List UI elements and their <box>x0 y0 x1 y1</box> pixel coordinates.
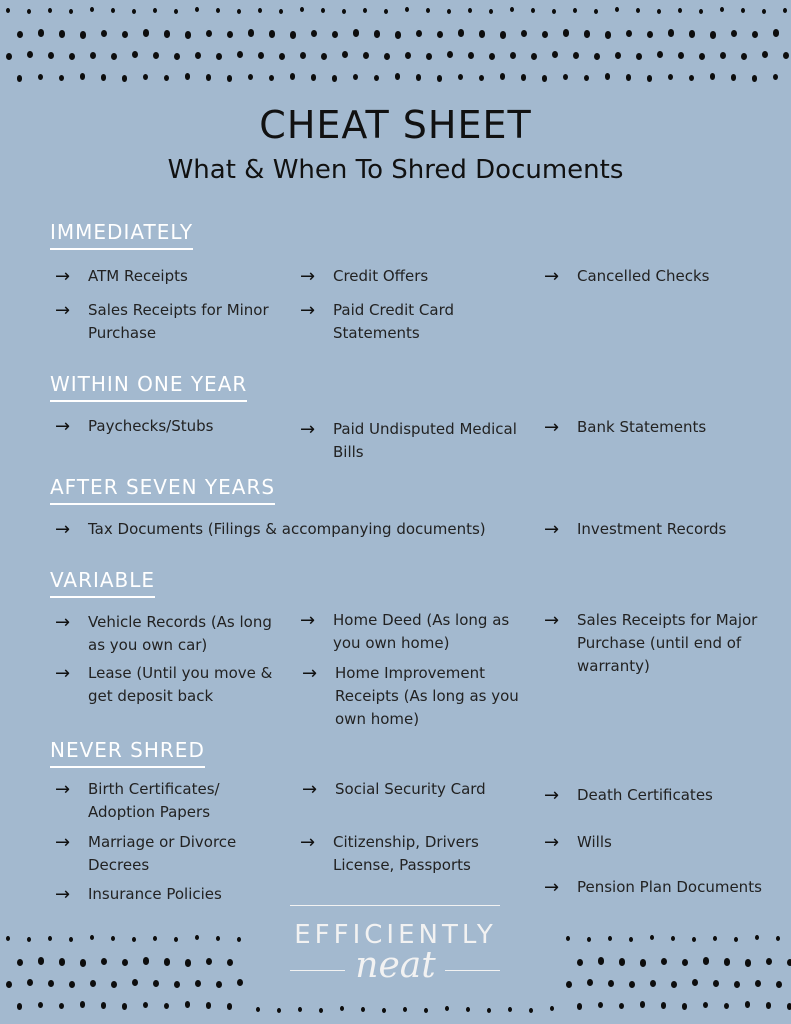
decor-dot <box>458 74 464 81</box>
decor-dot <box>657 9 661 14</box>
decor-dot <box>361 1007 365 1012</box>
item-birth-certificates: → Birth Certificates/ Adoption Papers <box>55 779 220 821</box>
arrow-icon: → <box>55 612 71 633</box>
decor-dot <box>762 9 766 14</box>
decor-dot <box>426 53 432 60</box>
decor-dot <box>437 31 444 39</box>
decor-dot <box>6 53 12 60</box>
decor-dot <box>710 31 717 39</box>
item-home-improvement: → Home Improvement Receipts (As long as you own home) <box>302 663 519 728</box>
arrow-icon: → <box>55 519 71 540</box>
decor-dot <box>195 7 199 12</box>
decor-dot <box>300 52 306 59</box>
arrow-icon: → <box>300 266 316 287</box>
decor-dot <box>332 75 338 82</box>
arrow-icon: → <box>55 416 71 437</box>
page-title: CHEAT SHEET <box>259 103 532 147</box>
decor-dot <box>143 29 150 37</box>
decor-dot <box>101 30 108 38</box>
decor-dot <box>466 1007 470 1012</box>
decor-dot <box>374 30 381 38</box>
heading-within-one-year: WITHIN ONE YEAR <box>50 372 247 402</box>
decor-dot <box>752 75 758 82</box>
decor-dot <box>153 52 159 59</box>
decor-dot <box>699 53 705 60</box>
arrow-icon: → <box>544 519 560 540</box>
decor-dot <box>542 31 549 39</box>
decor-dot <box>552 9 556 14</box>
decor-dot <box>17 1003 23 1010</box>
decor-dot <box>773 74 779 81</box>
decor-dot <box>403 1007 407 1012</box>
decor-dot <box>699 9 703 14</box>
decor-dot <box>563 29 570 37</box>
decor-dot <box>48 52 54 59</box>
decor-dot <box>227 1003 233 1010</box>
decor-dot <box>195 52 201 59</box>
decor-dot <box>703 1002 709 1009</box>
decor-dot <box>783 8 787 13</box>
decor-dot <box>426 8 430 13</box>
arrow-icon: → <box>544 877 560 898</box>
decor-dot <box>636 8 640 13</box>
decor-dot <box>206 74 212 81</box>
decor-dot <box>594 9 598 14</box>
heading-immediately: IMMEDIATELY <box>50 220 193 250</box>
arrow-icon: → <box>55 779 71 800</box>
arrow-icon: → <box>544 417 560 438</box>
decor-dot <box>605 73 611 80</box>
item-paid-credit-card: → Paid Credit Card Statements <box>300 300 454 342</box>
item-investment-records: → Investment Records <box>544 519 727 540</box>
decor-dot <box>237 9 241 14</box>
decor-dot <box>90 7 94 12</box>
decor-dot <box>552 51 558 58</box>
decor-dot <box>363 52 369 59</box>
decor-dot <box>573 8 577 13</box>
decor-dot <box>731 74 737 81</box>
decor-dot <box>647 31 654 39</box>
arrow-icon: → <box>302 779 318 800</box>
decor-dot <box>269 75 275 82</box>
decor-dot <box>258 8 262 13</box>
decor-dot <box>374 75 380 82</box>
item-sales-receipts-minor: → Sales Receipts for Minor Purchase <box>55 300 269 342</box>
decor-dot <box>773 29 780 37</box>
decor-dot <box>321 53 327 60</box>
decor-dot <box>395 31 402 39</box>
decor-dot <box>38 1002 44 1009</box>
decor-dot <box>277 1008 281 1013</box>
decor-dot <box>206 1002 212 1009</box>
decor-dot <box>132 9 136 14</box>
decor-dot <box>164 30 171 38</box>
decor-dot <box>384 9 388 14</box>
decor-dot <box>279 53 285 60</box>
item-home-deed: → Home Deed (As long as you own home) <box>300 610 510 652</box>
decor-dot <box>101 1002 107 1009</box>
decor-dot <box>111 53 117 60</box>
arrow-icon: → <box>302 663 318 684</box>
decor-dot <box>48 8 52 13</box>
arrow-icon: → <box>544 610 560 631</box>
decor-dot <box>678 8 682 13</box>
item-death-certificates: → Death Certificates <box>544 785 713 806</box>
arrow-icon: → <box>544 266 560 287</box>
arrow-icon: → <box>300 300 316 321</box>
arrow-icon: → <box>300 419 316 440</box>
decor-dot <box>382 1008 386 1013</box>
decor-dot <box>122 75 128 82</box>
decor-dot <box>185 1001 191 1008</box>
decor-dot <box>510 52 516 59</box>
item-insurance-policies: → Insurance Policies <box>55 884 222 905</box>
decor-dot <box>445 1006 449 1011</box>
decor-dot <box>290 73 296 80</box>
decor-dot <box>500 73 506 80</box>
decor-dot <box>185 73 191 80</box>
item-marriage-divorce: → Marriage or Divorce Decrees <box>55 832 237 874</box>
decor-dot <box>153 8 157 13</box>
decor-dot <box>90 52 96 59</box>
heading-variable: VARIABLE <box>50 568 155 598</box>
item-paychecks: → Paychecks/Stubs <box>55 416 214 437</box>
decor-dot <box>510 7 514 12</box>
decor-dot <box>682 1003 688 1010</box>
decor-dot <box>521 74 527 81</box>
decor-dot <box>636 53 642 60</box>
heading-after-seven-years: AFTER SEVEN YEARS <box>50 475 275 505</box>
item-tax-documents: → Tax Documents (Filings & accompanying documents) <box>55 519 486 540</box>
decor-dot <box>143 74 149 81</box>
decor-dot <box>27 51 33 58</box>
decor-dot <box>321 8 325 13</box>
arrow-icon: → <box>300 832 316 853</box>
decor-dot <box>384 53 390 60</box>
arrow-icon: → <box>544 785 560 806</box>
decor-dot <box>468 8 472 13</box>
decor-dot <box>529 1008 533 1013</box>
decor-dot <box>424 1008 428 1013</box>
item-cancelled-checks: → Cancelled Checks <box>544 266 710 287</box>
item-sales-receipts-major: → Sales Receipts for Major Purchase (until end of warranty) <box>544 610 758 675</box>
decor-dot <box>720 52 726 59</box>
decor-dot <box>122 31 129 39</box>
decor-dot <box>657 51 663 58</box>
decor-dot <box>59 30 66 38</box>
decor-dot <box>783 52 789 59</box>
decor-dot <box>132 51 138 58</box>
decor-dot <box>447 51 453 58</box>
item-atm-receipts: → ATM Receipts <box>55 266 188 287</box>
decor-dot <box>227 75 233 82</box>
decor-dot <box>594 53 600 60</box>
decor-dot <box>300 7 304 12</box>
decor-dot <box>80 31 87 39</box>
decor-dot <box>741 8 745 13</box>
decor-dot <box>227 31 234 39</box>
item-citizenship: → Citizenship, Drivers License, Passports <box>300 832 479 874</box>
decor-dot <box>59 1003 65 1010</box>
decor-dot <box>342 51 348 58</box>
decor-dot <box>605 31 612 39</box>
decor-dot <box>363 8 367 13</box>
decor-dot <box>447 9 451 14</box>
item-credit-offers: → Credit Offers <box>300 266 429 287</box>
decor-dot <box>405 52 411 59</box>
decor-dot <box>584 30 591 38</box>
decor-dot <box>311 74 317 81</box>
decor-dot <box>489 53 495 60</box>
decor-dot <box>479 30 486 38</box>
decor-dot <box>787 1003 791 1010</box>
heading-never-shred: NEVER SHRED <box>50 738 205 768</box>
decor-dot <box>342 9 346 14</box>
decor-dot <box>563 74 569 81</box>
arrow-icon: → <box>55 266 71 287</box>
decor-dot <box>752 31 759 39</box>
decor-dot <box>17 75 23 82</box>
arrow-icon: → <box>300 610 316 631</box>
decor-dot <box>6 8 10 13</box>
decor-dot <box>598 1002 604 1009</box>
decor-dot <box>395 73 401 80</box>
arrow-icon: → <box>544 832 560 853</box>
decor-dot <box>521 30 528 38</box>
decor-dot <box>405 7 409 12</box>
decor-dot <box>311 30 318 38</box>
decor-dot <box>626 30 633 38</box>
arrow-icon: → <box>55 832 71 853</box>
decor-dot <box>216 8 220 13</box>
decor-dot <box>531 53 537 60</box>
decor-dot <box>174 53 180 60</box>
decor-dot <box>38 29 45 37</box>
decor-dot <box>458 29 465 37</box>
arrow-icon: → <box>55 300 71 321</box>
decor-dot <box>573 52 579 59</box>
decor-dot <box>237 51 243 58</box>
decor-dot <box>487 1008 491 1013</box>
decor-dot <box>319 1008 323 1013</box>
decor-dot <box>174 9 178 14</box>
decor-dot <box>27 9 31 14</box>
decor-dot <box>353 29 360 37</box>
page-subtitle: What & When To Shred Documents <box>167 155 624 185</box>
logo-wordmark: EFFICIENTLY <box>294 920 497 950</box>
decor-dot <box>416 74 422 81</box>
decor-dot <box>640 1001 646 1008</box>
item-medical-bills: → Paid Undisputed Medical Bills <box>300 419 517 461</box>
decor-dot <box>256 1007 260 1012</box>
decor-dot <box>80 73 86 80</box>
decor-dot <box>724 1003 730 1010</box>
item-lease: → Lease (Until you move & get deposit back <box>55 663 273 705</box>
decor-dot <box>437 75 443 82</box>
decor-dot <box>69 53 75 60</box>
decor-dot <box>353 74 359 81</box>
decor-dot <box>269 30 276 38</box>
decor-dot <box>619 1003 625 1010</box>
decor-dot <box>122 1003 128 1010</box>
item-bank-statements: → Bank Statements <box>544 417 707 438</box>
decor-dot <box>745 1001 751 1008</box>
bottom-center-dot-pattern <box>250 995 560 1024</box>
decor-dot <box>258 52 264 59</box>
decor-dot <box>17 31 24 39</box>
decor-dot <box>661 1002 667 1009</box>
decor-dot <box>668 74 674 81</box>
decor-dot <box>80 1001 86 1008</box>
decor-dot <box>279 9 283 14</box>
decor-dot <box>731 30 738 38</box>
decor-dot <box>479 75 485 82</box>
decor-dot <box>647 75 653 82</box>
decor-dot <box>766 1002 772 1009</box>
decor-dot <box>340 1006 344 1011</box>
decor-dot <box>332 31 339 39</box>
decor-dot <box>69 9 73 14</box>
item-social-security: → Social Security Card <box>302 779 486 800</box>
decor-dot <box>206 30 213 38</box>
arrow-icon: → <box>55 663 71 684</box>
decor-dot <box>164 1003 170 1010</box>
decor-dot <box>678 52 684 59</box>
item-vehicle-records: → Vehicle Records (As long as you own car) <box>55 612 272 654</box>
item-pension-plan: → Pension Plan Documents <box>544 877 762 898</box>
decor-dot <box>550 1006 554 1011</box>
decor-dot <box>689 30 696 38</box>
decor-dot <box>164 75 170 82</box>
decor-dot <box>216 53 222 60</box>
decor-dot <box>508 1007 512 1012</box>
decor-dot <box>626 74 632 81</box>
decor-dot <box>615 52 621 59</box>
decor-dot <box>111 8 115 13</box>
decor-dot <box>542 75 548 82</box>
decor-dot <box>615 7 619 12</box>
decor-dot <box>577 1003 583 1010</box>
decor-dot <box>101 74 107 81</box>
decor-dot <box>248 29 255 37</box>
item-wills: → Wills <box>544 832 612 853</box>
decor-dot <box>248 74 254 81</box>
decor-dot <box>531 8 535 13</box>
decor-dot <box>720 7 724 12</box>
decor-dot <box>38 74 44 81</box>
decor-dot <box>143 1002 149 1009</box>
decor-dot <box>500 31 507 39</box>
decor-dot <box>489 9 493 14</box>
decor-dot <box>185 31 192 39</box>
decor-dot <box>762 51 768 58</box>
decor-dot <box>689 75 695 82</box>
decor-dot <box>416 30 423 38</box>
logo-script: neat <box>355 945 436 986</box>
decor-dot <box>59 75 65 82</box>
decor-dot <box>668 29 675 37</box>
top-dot-pattern <box>0 0 791 90</box>
decor-dot <box>584 75 590 82</box>
decor-dot <box>741 53 747 60</box>
decor-dot <box>298 1007 302 1012</box>
decor-dot <box>290 31 297 39</box>
decor-dot <box>468 52 474 59</box>
decor-dot <box>710 73 716 80</box>
arrow-icon: → <box>55 884 71 905</box>
logo-top-rule <box>290 905 500 906</box>
